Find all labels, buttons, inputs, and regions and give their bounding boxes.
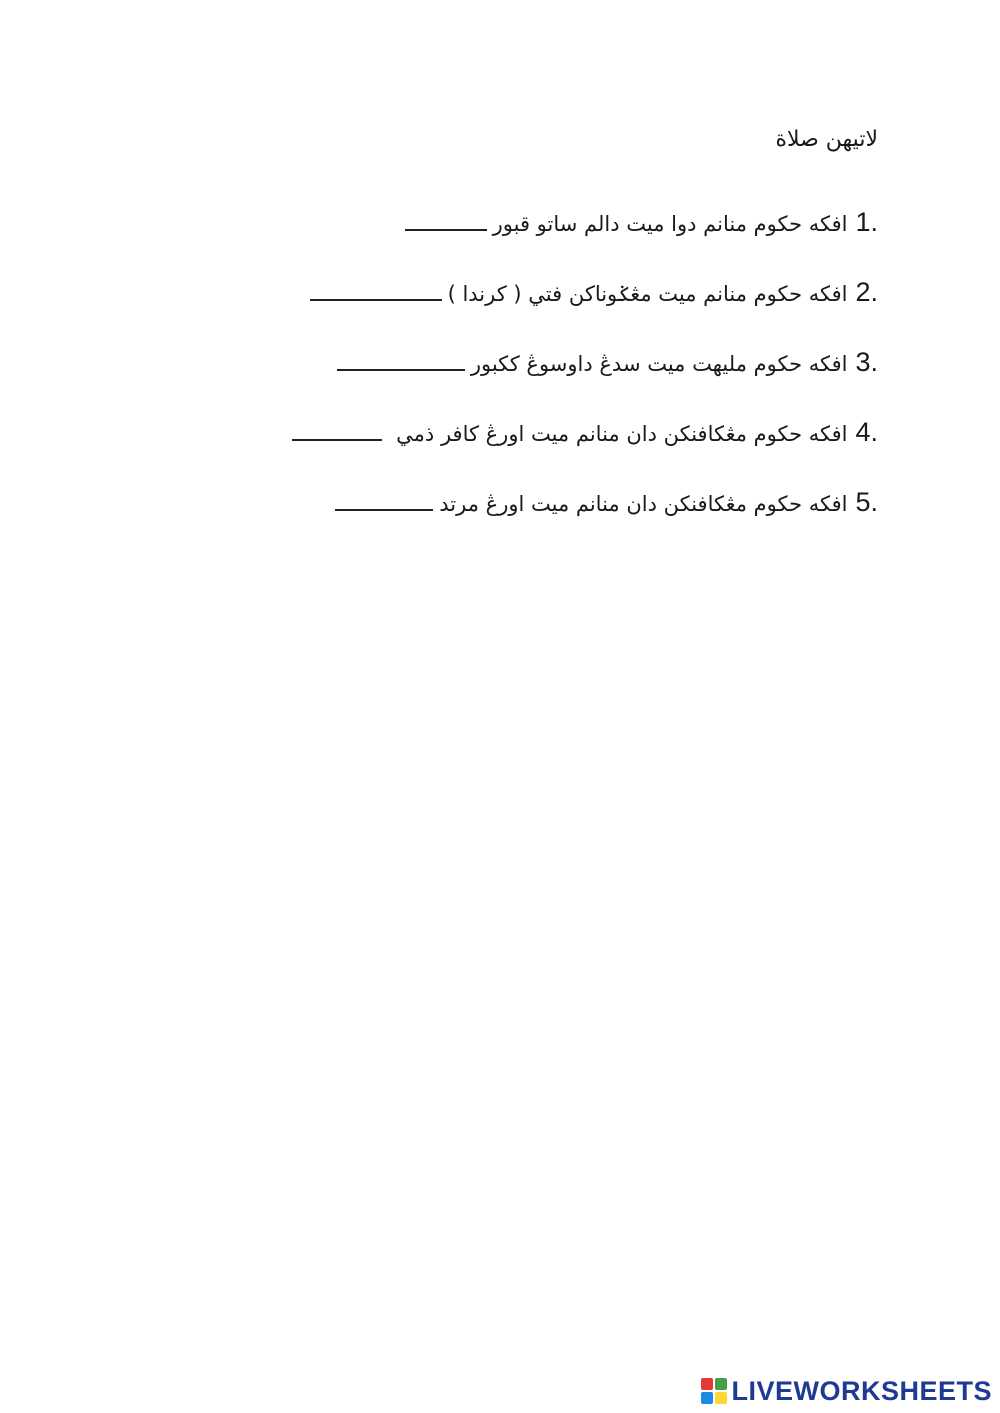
- worksheet-title: لاتيهن صلاة: [775, 127, 878, 152]
- question-text: افكه حكوم منانم ميت مڠݢوناكن فتي ( كرندا ): [447, 282, 848, 306]
- answer-blank[interactable]: [337, 349, 465, 371]
- question-text: افكه حكوم منانم دوا ميت دالم ساتو قبور: [492, 212, 848, 236]
- question-number: 3.: [855, 347, 878, 377]
- question-1: [405, 207, 878, 247]
- question-number: 2.: [855, 277, 878, 307]
- question-number: 1.: [855, 207, 878, 237]
- answer-blank[interactable]: [292, 419, 382, 441]
- liveworksheets-brand: [701, 1377, 992, 1405]
- question-number: 5.: [855, 487, 878, 517]
- answer-blank[interactable]: [335, 489, 433, 511]
- answer-blank[interactable]: [405, 209, 487, 231]
- answer-blank[interactable]: [310, 279, 442, 301]
- question-5: [335, 487, 878, 527]
- question-2: [310, 277, 878, 317]
- question-4: [292, 417, 878, 457]
- brand-text: LIVEWORKSHEETS: [731, 1375, 992, 1406]
- question-number: 4.: [855, 417, 878, 447]
- question-text: افكه حكوم مڠكافنكن دان منانم ميت اورڠ كافر ذمي: [396, 422, 848, 446]
- liveworksheets-logo-icon: [701, 1378, 727, 1404]
- logo-square-blue: [701, 1392, 713, 1404]
- logo-square-green: [715, 1378, 727, 1390]
- question-text: افكه حكوم مڠكافنكن دان منانم ميت اورڠ مرتد: [439, 492, 848, 516]
- question-3: [337, 347, 878, 387]
- question-text: افكه حكوم مليهت ميت سدڠ داوسوڠ ككبور: [470, 352, 848, 376]
- logo-square-yellow: [715, 1392, 727, 1404]
- logo-square-red: [701, 1378, 713, 1390]
